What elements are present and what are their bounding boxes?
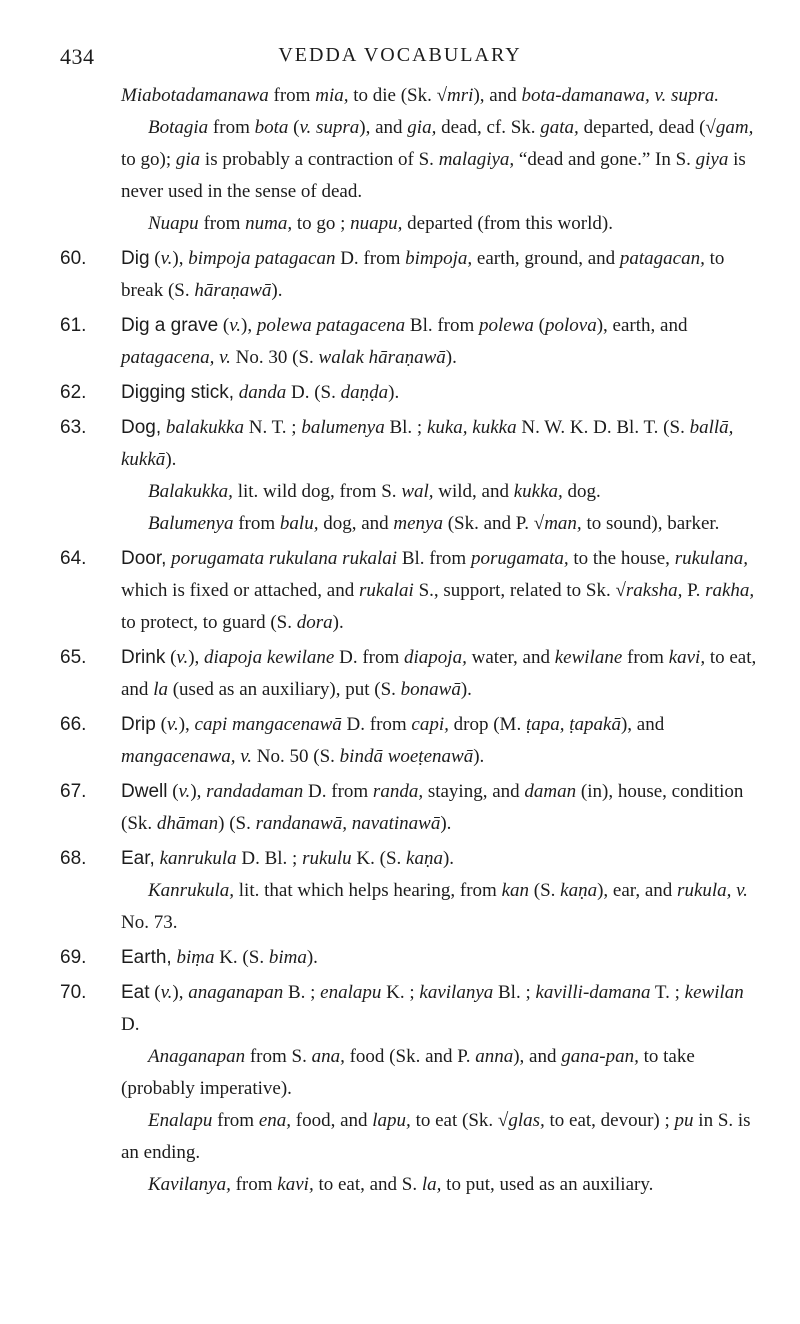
text-run: is probably a contraction of S. [200,149,439,170]
headword: Dig a grave [121,315,219,336]
entry-paragraph [60,112,760,208]
vocabulary-body [60,80,760,1201]
italic-term: rukalai [358,580,414,601]
text-run: Bl. ; [493,982,536,1003]
italic-term: balu, [279,513,319,534]
italic-term: diapoja, [404,647,467,668]
text-run: departed (from this world). [402,213,613,234]
text-run: ( [149,982,161,1003]
text-run: ), ear, and [597,880,678,901]
text-run: ). [332,612,344,633]
italic-term: capi mangacenawā [194,714,342,735]
text-run: ). [388,382,400,403]
text-run: from [268,85,316,106]
text-run: from [198,213,246,234]
italic-term: enalapu [320,982,382,1003]
running-head: VEDDA VOCABULARY [278,44,522,66]
italic-term: anna [475,1046,514,1067]
italic-term: dhāman [156,813,219,834]
italic-term: kan [501,880,529,901]
italic-term: anaganapan [188,982,284,1003]
entry-number: 62. [60,382,87,403]
text-run: K. (S. [214,947,269,968]
text-run: D. [121,1014,140,1035]
text-run: Bl. from [405,315,480,336]
text-run: ( [288,117,300,138]
vocab-entry [60,709,760,773]
text-run: ). [271,280,283,301]
entry-paragraph [60,80,760,112]
text-run: ), [178,714,195,735]
text-run: ). [165,449,177,470]
italic-term: numa, [245,213,293,234]
text-run: from [208,117,255,138]
text-run: from S. [245,1046,312,1067]
vocab-entry [60,843,760,875]
text-run: from [622,647,669,668]
italic-term: malagiya, [438,149,515,170]
text-run: No. 30 (S. [230,347,319,368]
italic-term: hāraṇawā [194,280,272,301]
text-run: from [233,513,280,534]
text-run: ), [172,248,189,269]
entry-number: 61. [60,315,87,336]
text-run: ), [241,315,257,336]
text-run: K. ; [381,982,420,1003]
text-run: to sound), barker. [581,513,720,534]
italic-term: kukka, [513,481,563,502]
italic-term: la [153,679,168,700]
italic-term: v. [166,714,179,735]
italic-term: balakukka [165,417,244,438]
italic-term: v. [176,647,189,668]
italic-term: kavi, [277,1174,314,1195]
italic-term: kavilli-damana [535,982,651,1003]
italic-term: Botagia [148,117,209,138]
entry-number: 67. [60,781,87,802]
italic-term: ballā, kukkā [121,417,734,470]
italic-term: Enalapu [148,1110,213,1131]
vocab-entry [60,776,760,840]
text-run: to eat, devour) ; [544,1110,675,1131]
italic-term: rukulu [302,848,352,869]
italic-term: pu [674,1110,694,1131]
headword: Door, [121,548,167,569]
italic-term: capi, [411,714,449,735]
text-run: D. from [335,248,406,269]
italic-term: biṃa [176,947,215,968]
italic-term: rukulana, [674,548,749,569]
text-run: from [230,1174,278,1195]
italic-term: Kanrukula, [148,880,235,901]
italic-term: √raksha, [615,580,683,601]
italic-term: gia, [407,117,437,138]
text-run: lit. wild dog, from S. [232,481,402,502]
text-run: to protect, to guard (S. [121,612,297,633]
text-run: to eat, and [121,647,757,700]
text-run: ), [172,982,189,1003]
text-run: (in), house, condition (Sk. [121,781,744,834]
entry-number: 68. [60,848,87,869]
text-run: to break (S. [121,248,725,301]
text-run: to put, used as an auxiliary. [441,1174,654,1195]
text-run: dog. [562,481,601,502]
text-run: S., support, related to Sk. [413,580,616,601]
text-run: wild, and [433,481,514,502]
vocab-entry [60,412,760,476]
italic-term: √man, [533,513,582,534]
text-run: ). [460,679,472,700]
italic-term: kuka, kukka [426,417,517,438]
italic-term: porugamata rukulana rukalai [171,548,398,569]
italic-term: kavi, [668,647,706,668]
text-run: “dead and gone.” In S. [514,149,696,170]
text-run: ), and [620,714,665,735]
italic-term: diapoja kewilane [204,647,335,668]
headword: Dog, [121,417,162,438]
text-run: to die (Sk. [348,85,437,106]
text-run: staying, and [423,781,525,802]
text-run: which is fixed or attached, and [121,580,359,601]
entry-number: 64. [60,548,87,569]
vocab-entry [60,543,760,639]
vocab-entry [60,977,760,1041]
vocab-entry [60,243,760,307]
text-run: ), and [513,1046,562,1067]
italic-term: √gam, [705,117,754,138]
vocab-entry [60,642,760,706]
text-run: from [212,1110,259,1131]
text-run: drop (M. [448,714,526,735]
entry-paragraph [60,476,760,508]
text-run: ( [218,315,230,336]
entry-number: 65. [60,647,87,668]
headword: Dig [121,248,150,269]
italic-term: v. supra [299,117,360,138]
italic-term: bota-damanawa, v. supra. [521,85,720,106]
text-run: D. (S. [286,382,341,403]
italic-term: Balakukka, [148,481,233,502]
headword: Digging stick, [121,382,234,403]
entry-number: 69. [60,947,87,968]
text-run: ( [533,315,545,336]
text-run: ). [306,947,318,968]
text-run: Bl. from [397,548,471,569]
italic-term: ana, [311,1046,345,1067]
italic-term: Anaganapan [148,1046,246,1067]
italic-term: v. [160,248,173,269]
italic-term: bonawā [400,679,461,700]
italic-term: Balumenya [148,513,234,534]
italic-term: lapu, [372,1110,411,1131]
text-run: D. from [303,781,373,802]
text-run: lit. that which helps hearing, from [234,880,502,901]
italic-term: ena, [258,1110,292,1131]
italic-term: daman [524,781,577,802]
entry-paragraph [60,1105,760,1169]
italic-term: nuapu, [350,213,403,234]
text-run: No. 73. [121,912,178,933]
italic-term: Miabotadamanawa [121,85,269,106]
text-run: D. from [341,714,412,735]
text-run: in S. is an ending. [121,1110,751,1163]
text-run: D. from [334,647,405,668]
text-run: ). [473,746,485,767]
italic-term: polewa [479,315,534,336]
text-run: T. ; [650,982,685,1003]
text-run: N. T. ; [243,417,302,438]
italic-term: bota [254,117,289,138]
text-run: ), earth, and [596,315,688,336]
text-run: to eat, and S. [313,1174,422,1195]
text-run: ), and [359,117,408,138]
text-run: ) (S. [218,813,256,834]
text-run: (used as an auxiliary), put (S. [167,679,401,700]
entry-number: 66. [60,714,87,735]
italic-term: balumenya [301,417,385,438]
italic-term: v. [178,781,191,802]
italic-term: polewa patagacena [256,315,406,336]
text-run: to take (probably imperative). [121,1046,695,1099]
text-run: dog, and [318,513,394,534]
entry-paragraph [60,1041,760,1105]
text-run: to go); [121,149,176,170]
italic-term: la, [421,1174,442,1195]
italic-term: v. [229,315,242,336]
italic-term: ṭapa, ṭapakā [525,714,621,735]
italic-term: dora [296,612,333,633]
italic-term: mia, [315,85,349,106]
italic-term: polova [545,315,597,336]
text-run: P. [682,580,706,601]
italic-term: kewilane [554,647,623,668]
italic-term: patagacena, v. [121,347,231,368]
page-number: 434 [60,44,95,69]
text-run: ), and [473,85,522,106]
text-run: K. (S. [351,848,407,869]
text-run: ). [442,848,455,869]
italic-term: gia [175,149,201,170]
text-run: ), [188,647,205,668]
text-run: ( [149,248,161,269]
headword: Ear, [121,848,155,869]
headword: Dwell [121,781,168,802]
text-run: B. ; [283,982,321,1003]
headword: Eat [121,982,150,1003]
italic-term: Nuapu [148,213,199,234]
text-run: to go ; [292,213,351,234]
italic-term: rakha, [705,580,755,601]
text-run: N. W. K. D. Bl. T. (S. [516,417,690,438]
italic-term: v. [160,982,173,1003]
entry-paragraph [60,1169,760,1201]
text-run: to the house, [568,548,675,569]
italic-term: walak hāraṇawā [318,347,446,368]
text-run: earth, ground, and [472,248,620,269]
text-run: food (Sk. and P. [344,1046,476,1067]
italic-term: mangacenawa, v. [121,746,253,767]
entry-number: 60. [60,248,87,269]
italic-term: patagacan, [619,248,705,269]
text-run: ). [445,347,457,368]
entry-number: 70. [60,982,87,1003]
entry-paragraph [60,875,760,939]
italic-term: kanrukula [159,848,237,869]
text-run: to eat (Sk. [410,1110,498,1131]
italic-term: Kavilanya, [148,1174,231,1195]
italic-term: bimpoja, [405,248,473,269]
headword: Earth, [121,947,172,968]
italic-term: bindā woeṭenawā [339,746,474,767]
italic-term: randadaman [206,781,304,802]
text-run: (Sk. and P. [442,513,534,534]
italic-term: danda [238,382,287,403]
italic-term: gata, [540,117,579,138]
vocab-entry [60,942,760,974]
italic-term: randa, [372,781,424,802]
entry-paragraph [60,508,760,540]
italic-term: kavilanya [419,982,494,1003]
italic-term: kewilan [684,982,744,1003]
text-run: food, and [291,1110,373,1131]
italic-term: daṇḍa [340,382,389,403]
text-run: departed, dead ( [578,117,706,138]
italic-term: √glas, [497,1110,545,1131]
entry-number: 63. [60,417,87,438]
text-run: is never used in the sense of dead. [121,149,746,202]
text-run: ), [190,781,207,802]
italic-term: gana-pan, [561,1046,639,1067]
text-run: ). [440,813,452,834]
italic-term: kaṇa [560,880,598,901]
italic-term: randanawā, navatinawā [255,813,441,834]
vocab-entry [60,377,760,409]
headword: Drip [121,714,156,735]
italic-term: bima [268,947,307,968]
text-run: water, and [466,647,555,668]
text-run: dead, cf. Sk. [436,117,541,138]
text-run: No. 50 (S. [252,746,340,767]
text-run: D. Bl. ; [236,848,303,869]
headword: Drink [121,647,166,668]
text-run: ( [165,647,177,668]
vocab-entry [60,310,760,374]
text-run: Bl. ; [384,417,427,438]
text-run: ( [167,781,179,802]
text-run: (S. [529,880,561,901]
italic-term: bimpoja patagacan [188,248,336,269]
italic-term: menya [393,513,443,534]
italic-term: rukula, v. [677,880,748,901]
text-run: ( [155,714,167,735]
italic-term: √mri [436,85,474,106]
italic-term: kaṇa [406,848,443,869]
italic-term: wal, [401,481,434,502]
italic-term: porugamata, [470,548,569,569]
entry-paragraph [60,208,760,240]
italic-term: giya [695,149,729,170]
